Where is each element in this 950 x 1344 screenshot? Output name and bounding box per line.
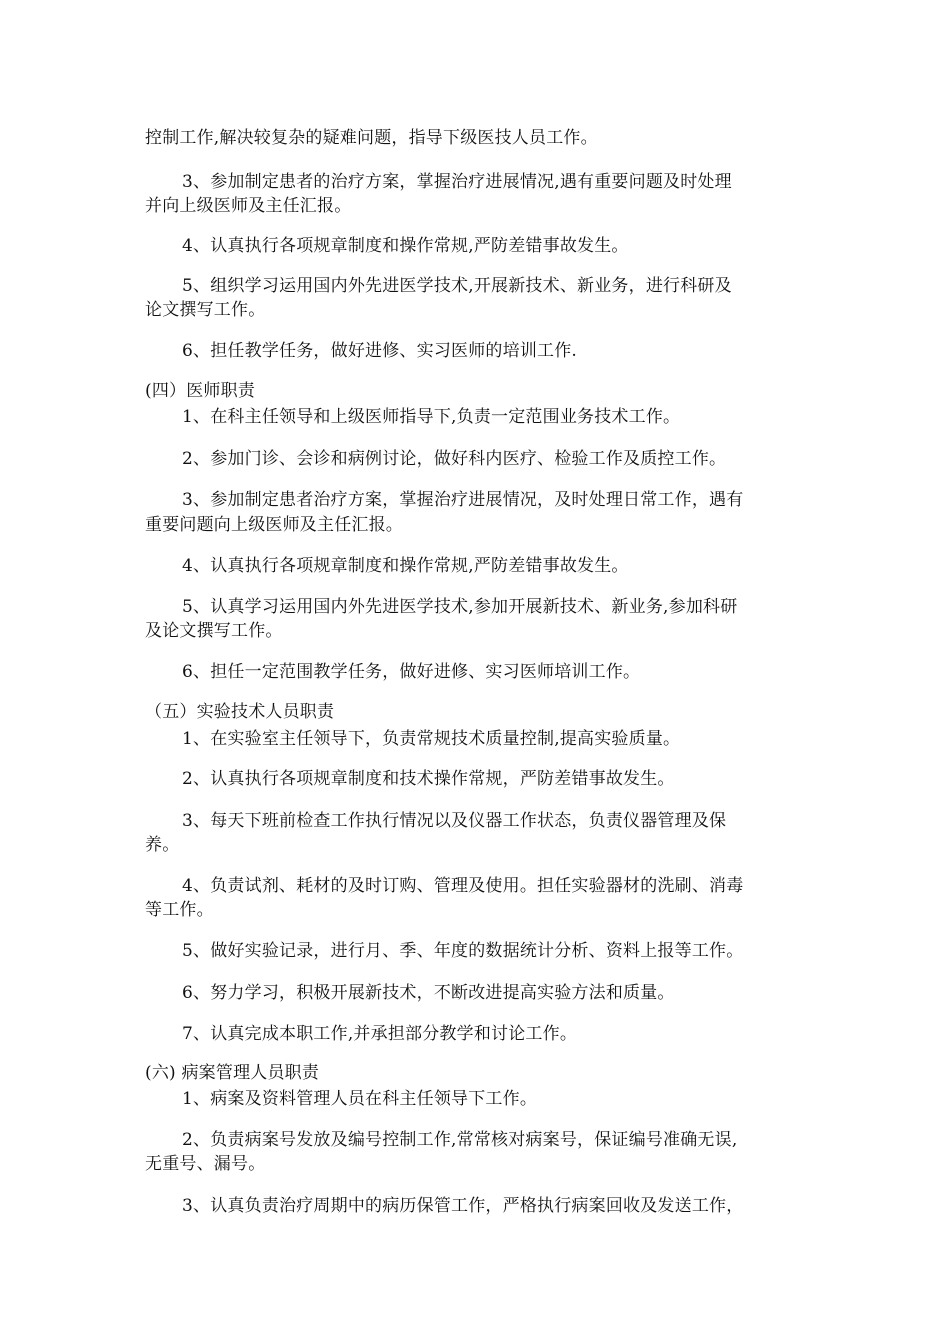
text-line: 1、在科主任领导和上级医师指导下,负责一定范围业务技术工作。: [182, 407, 681, 427]
text-line: 3、参加制定患者的治疗方案，掌握治疗进展情况,遇有重要问题及时处理: [182, 172, 732, 192]
text-line: 7、认真完成本职工作,并承担部分教学和讨论工作。: [182, 1024, 578, 1044]
text-line: 6、努力学习，积极开展新技术，不断改进提高实验方法和质量。: [182, 983, 675, 1003]
text-line: 并向上级医师及主任汇报。: [145, 196, 352, 216]
text-line: 4、负责试剂、耗材的及时订购、管理及使用。担任实验器材的洗刷、消毒: [182, 876, 744, 896]
text-line: 养。: [145, 835, 180, 855]
text-line: 控制工作,解决较复杂的疑难问题，指导下级医技人员工作。: [145, 128, 598, 148]
text-line: 5、认真学习运用国内外先进医学技术,参加开展新技术、新业务,参加科研: [182, 597, 738, 617]
text-line: 无重号、漏号。: [145, 1154, 266, 1174]
text-line: 等工作。: [145, 900, 214, 920]
section-heading: (四）医师职责: [145, 381, 256, 401]
text-line: 4、认真执行各项规章制度和操作常规,严防差错事故发生。: [182, 556, 629, 576]
text-line: 4、认真执行各项规章制度和操作常规,严防差错事故发生。: [182, 236, 629, 256]
text-line: 重要问题向上级医师及主任汇报。: [145, 515, 403, 535]
text-line: 1、在实验室主任领导下，负责常规技术质量控制,提高实验质量。: [182, 729, 681, 749]
section-heading: (六) 病案管理人员职责: [145, 1063, 320, 1083]
text-line: 3、认真负责治疗周期中的病历保管工作，严格执行病案回收及发送工作，: [182, 1196, 744, 1216]
text-line: 3、每天下班前检查工作执行情况以及仪器工作状态，负责仪器管理及保: [182, 811, 727, 831]
text-line: 2、参加门诊、会诊和病例讨论，做好科内医疗、检验工作及质控工作。: [182, 449, 727, 469]
text-line: 2、负责病案号发放及编号控制工作,常常核对病案号，保证编号准确无误,: [182, 1130, 738, 1150]
text-line: 3、参加制定患者治疗方案，掌握治疗进展情况，及时处理日常工作，遇有: [182, 490, 744, 510]
text-line: 论文撰写工作。: [145, 300, 266, 320]
text-line: 6、担任一定范围教学任务，做好进修、实习医师培训工作。: [182, 662, 641, 682]
text-line: 5、做好实验记录，进行月、季、年度的数据统计分析、资料上报等工作。: [182, 941, 744, 961]
section-heading: （五）实验技术人员职责: [145, 702, 335, 722]
text-line: 2、认真执行各项规章制度和技术操作常规，严防差错事故发生。: [182, 769, 675, 789]
text-line: 5、组织学习运用国内外先进医学技术,开展新技术、新业务，进行科研及: [182, 276, 732, 296]
text-line: 1、病案及资料管理人员在科主任领导下工作。: [182, 1089, 538, 1109]
text-line: 6、担任教学任务，做好进修、实习医师的培训工作.: [182, 341, 578, 361]
text-line: 及论文撰写工作。: [145, 621, 283, 641]
